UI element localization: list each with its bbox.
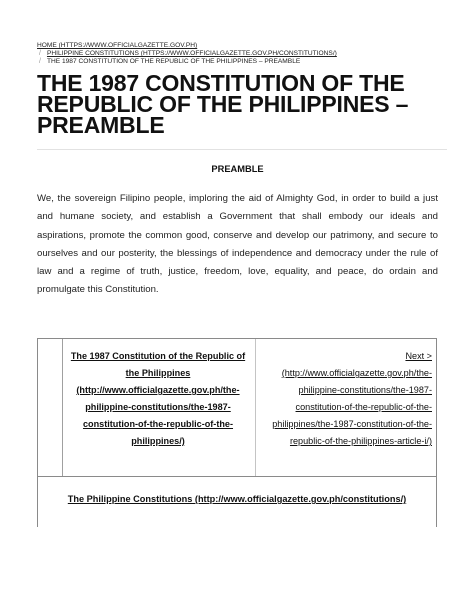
navigation-divider: [255, 339, 256, 476]
article-navigation-table: [37, 338, 437, 477]
next-page-link[interactable]: Next > (http://www.officialgazette.gov.ph/the-philippine-constitutions/the-1987-constitution-of-the-republic-of-the-philippines/the-1987-constitution-of-the-republic-of-the-philippines-article-i/): [272, 351, 432, 446]
breadcrumb-separator: /: [39, 50, 41, 57]
breadcrumb-separator: /: [39, 58, 41, 65]
preamble-paragraph: We, the sovereign Filipino people, imploring the aid of Almighty God, in order to build a just and humane society, and establish a Government that shall embody our ideals and aspirations, promote the common good, conserve and develop our patrimony, and secure to ourselves and our posterity, the blessings of independence and democracy under the rule of law and a regime of truth, justice, freedom, love, equality, and peace, do ordain and promulgate this Constitution.: [37, 193, 438, 296]
breadcrumb-current: THE 1987 CONSTITUTION OF THE REPUBLIC OF THE PHILIPPINES – PREAMBLE: [46, 58, 301, 65]
section-heading: PREAMBLE: [211, 164, 264, 174]
constitutions-index-link[interactable]: The Philippine Constitutions (http://www.officialgazette.gov.ph/constitutions/): [67, 494, 407, 504]
navigation-empty-cell: [38, 339, 63, 476]
breadcrumb: [37, 42, 337, 66]
breadcrumb-home-link[interactable]: HOME (HTTPS://WWW.OFFICIALGAZETTE.GOV.PH): [37, 42, 198, 49]
title-divider: [37, 149, 447, 150]
constitutions-footer-cell: [37, 477, 437, 527]
breadcrumb-constitutions-link[interactable]: PHILIPPINE CONSTITUTIONS (HTTPS://WWW.OFFICIALGAZETTE.GOV.PH/CONSTITUTIONS/): [46, 50, 337, 57]
page-title: THE 1987 CONSTITUTION OF THE REPUBLIC OF THE PHILIPPINES – PREAMBLE: [37, 70, 409, 138]
previous-page-link[interactable]: The 1987 Constitution of the Republic of the Philippines (http://www.officialgazette.gov.ph/the-philippine-constitutions/the-1987-constitution-of-the-republic-of-the-philippines/): [70, 351, 246, 446]
